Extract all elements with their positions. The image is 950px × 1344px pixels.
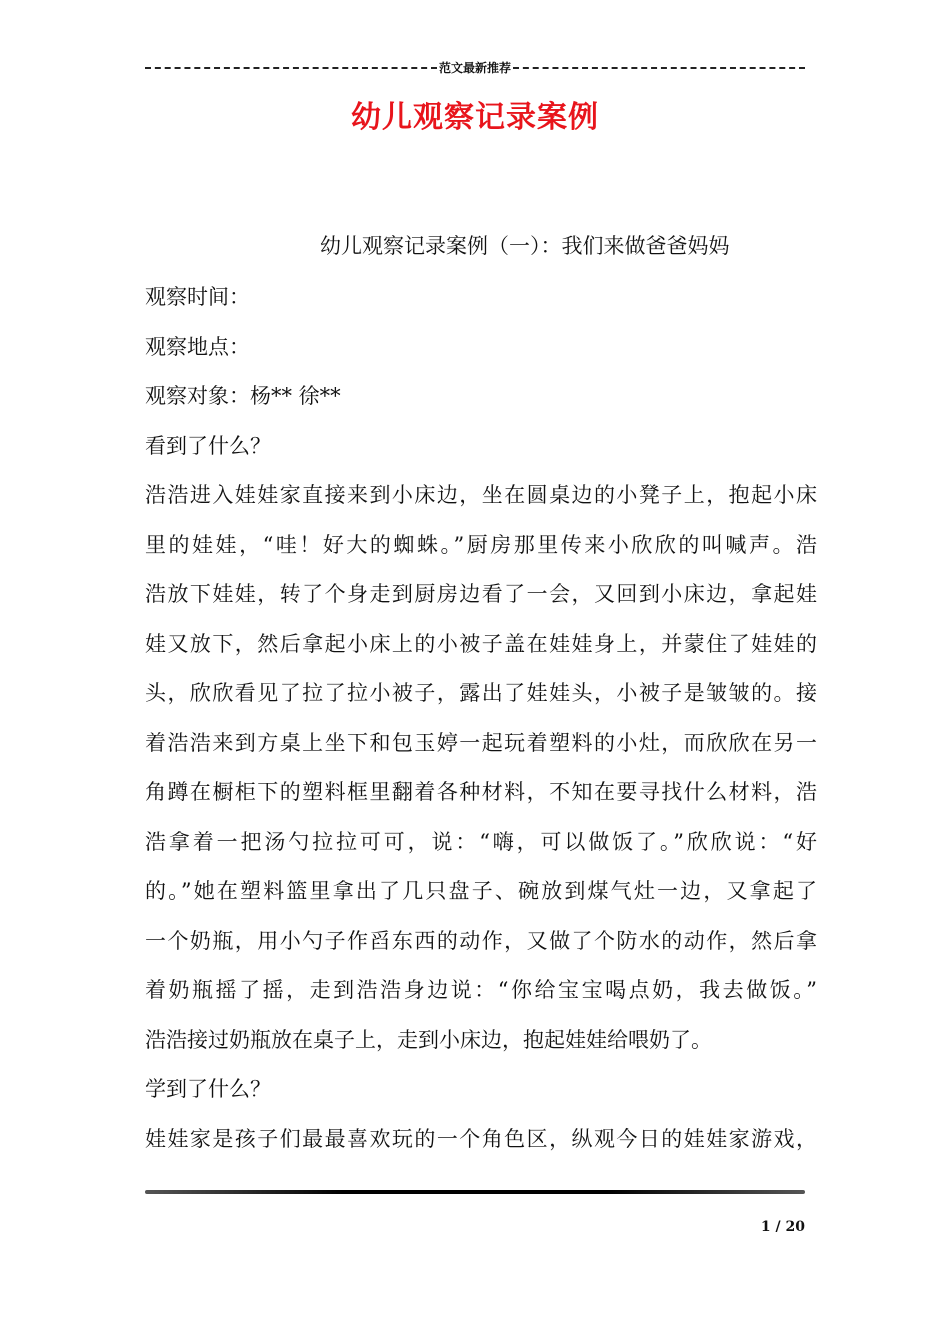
section-title: 幼儿观察记录案例（一）：我们来做爸爸妈妈 xyxy=(320,234,730,258)
text-line: 里的娃娃，“哇！好大的蜘蛛。”厨房那里传来小欣欣的叫喊声。浩 xyxy=(145,532,817,557)
text-line: 浩放下娃娃，转了个身走到厨房边看了一会，又回到小床边，拿起娃 xyxy=(145,582,817,606)
text-line: 的。”她在塑料篮里拿出了几只盘子、碗放到煤气灶一边，又拿起了 xyxy=(145,879,817,903)
text-line: 娃娃家是孩子们最最喜欢玩的一个角色区，纵观今日的娃娃家游戏， xyxy=(145,1126,817,1151)
header-label: 范文最新推荐 xyxy=(439,60,512,75)
footer-rule xyxy=(145,1190,805,1194)
page-number: 1 / 20 xyxy=(760,1219,805,1235)
text-line: 观察时间： xyxy=(145,285,250,309)
text-line: 娃又放下，然后拿起小床上的小被子盖在娃娃身上，并蒙住了娃娃的 xyxy=(145,631,817,656)
text-line: 学到了什么？ xyxy=(145,1077,271,1101)
text-line: 角蹲在橱柜下的塑料框里翻着各种材料，不知在要寻找什么材料，浩 xyxy=(145,780,817,804)
page-header xyxy=(145,58,805,76)
text-line: 浩浩进入娃娃家直接来到小床边，坐在圆桌边的小凳子上，抱起小床 xyxy=(145,483,817,507)
text-line: 头，欣欣看见了拉了拉小被子，露出了娃娃头，小被子是皱皱的。接 xyxy=(145,681,817,705)
header-dash-left xyxy=(145,67,437,69)
text-line: 着奶瓶摇了摇，走到浩浩身边说：“你给宝宝喝点奶，我去做饭。” xyxy=(145,978,817,1002)
text-line: 一个奶瓶，用小勺子作舀东西的动作，又做了个防水的动作，然后拿 xyxy=(145,928,817,953)
document-title: 幼儿观察记录案例 xyxy=(351,100,599,135)
text-line: 浩浩接过奶瓶放在桌子上，走到小床边，抱起娃娃给喂奶了。 xyxy=(145,1027,712,1052)
document-body xyxy=(145,273,817,1164)
text-line: 浩拿着一把汤勺拉拉可可，说：“嗨，可以做饭了。”欣欣说：“好 xyxy=(145,829,817,854)
text-line: 着浩浩来到方桌上坐下和包玉婷一起玩着塑料的小灶，而欣欣在另一 xyxy=(145,730,817,755)
text-line: 观察对象：杨** 徐** xyxy=(145,384,341,408)
header-dash-right xyxy=(513,67,805,69)
text-line: 观察地点： xyxy=(145,334,250,359)
text-line: 看到了什么？ xyxy=(145,433,271,458)
